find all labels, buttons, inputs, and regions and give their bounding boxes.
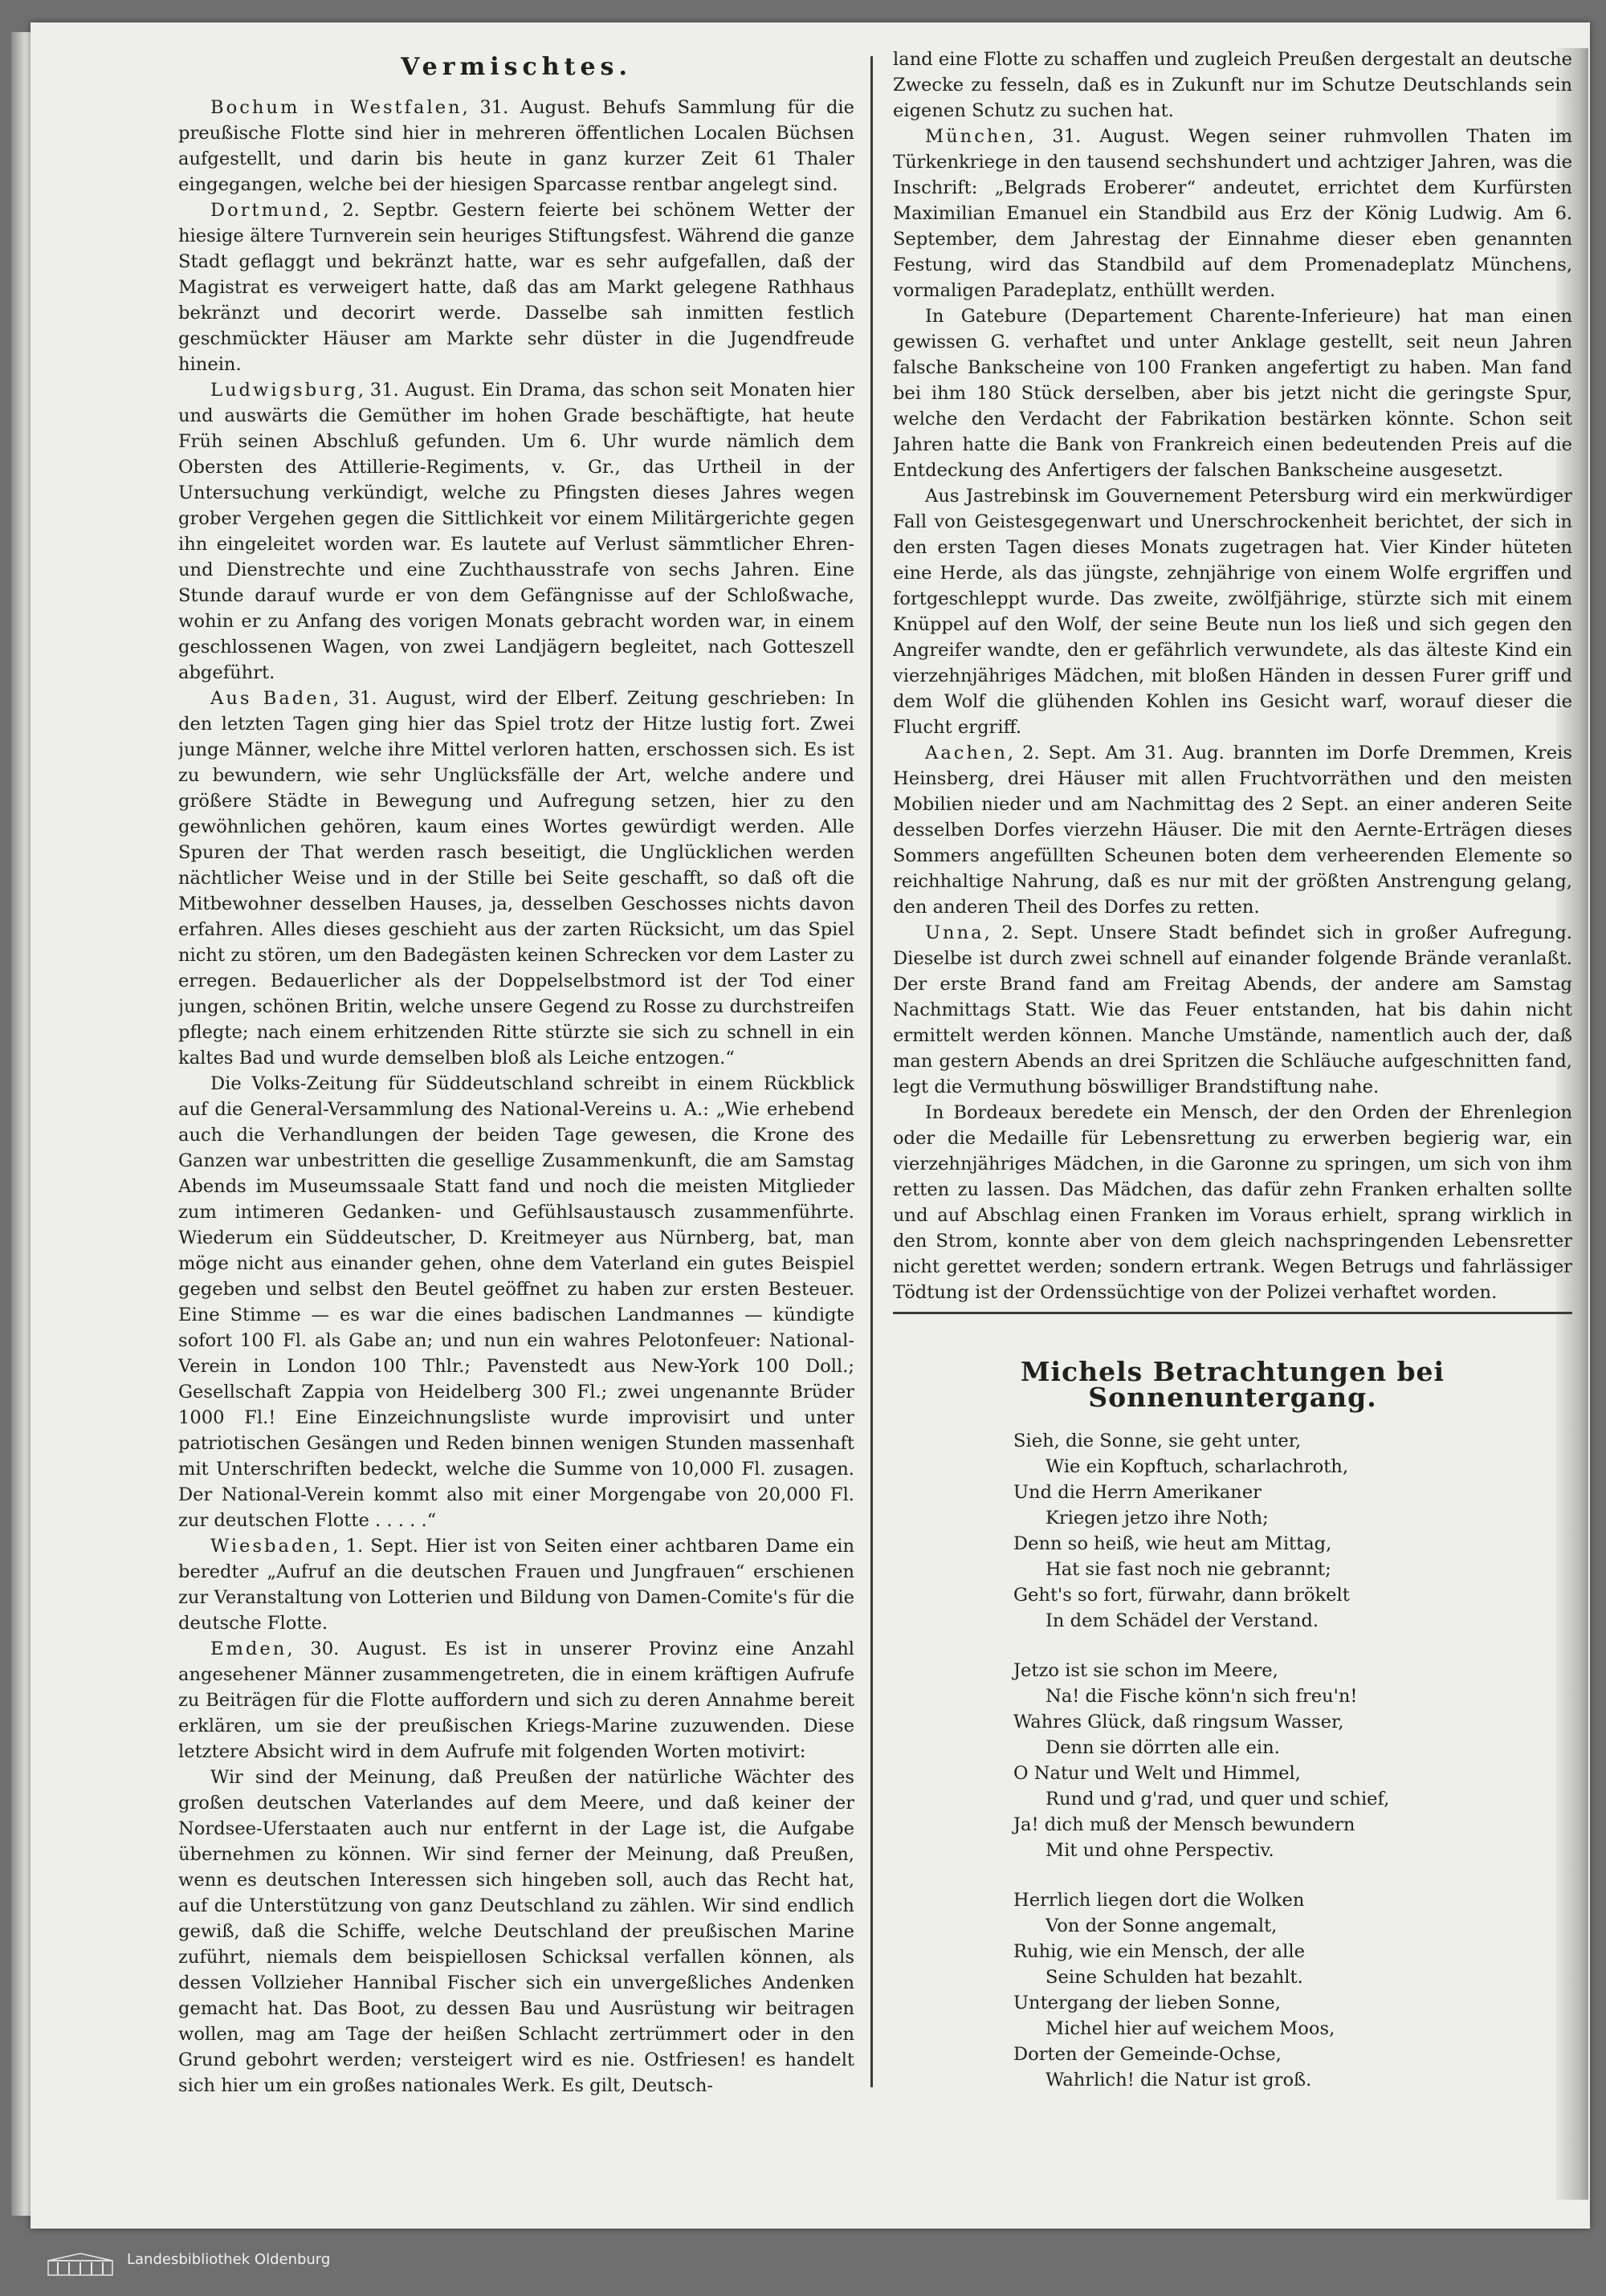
article-place: Ludwigsburg (210, 380, 358, 401)
article-text: Wir sind der Meinung, daß Preußen der natürliche Wächter des großen deutschen Vaterlandes auf dem Meere, und daß keiner der Nordsee-Uferstaaten auch nur entfernt in der Lage ist, die Aufgabe übernehmen zu können. Wir sind ferner der Meinung, daß Preußen, wenn es deutschen Interessen sich hingeben soll, auch das Recht hat, auf die Unterstützung von ganz Deutschland zu zählen. Wir sind endlich gewiß, daß die Schiffe, welche Deutschland der preußischen Marine zuführt, niemals dem beispiellosen Schicksal verfallen können, als dessen Vollzieher Hannibal Fischer sich ein unvergeßliches Andenken gemacht hat. Das Boot, zu dessen Bau und Ausrüstung wir beitragen wollen, mag am Tage der heißen Schlacht zertrümmert oder in den Grund gebohrt werden; versteigert wird es nie. Ostfriesen! es handelt sich hier um ein großes nationales Werk. Es gilt, Deutsch- (178, 1767, 854, 2096)
article-place: Aus Baden (210, 688, 334, 709)
article-place: Dortmund (210, 200, 324, 221)
poem-stanza (1013, 1887, 1572, 2093)
library-name: Landesbibliothek Oldenburg (127, 2251, 331, 2268)
poem-stanza (1013, 1428, 1572, 1634)
poem-line: Seine Schulden hat bezahlt. (1046, 1967, 1303, 1988)
article-place: Bochum in Westfalen (210, 97, 463, 118)
article-paragraph (178, 197, 854, 377)
article-place: Aachen (925, 743, 1008, 763)
article-place: Unna (925, 922, 984, 943)
poem-line: Denn so heiß, wie heut am Mittag, (1013, 1533, 1332, 1554)
article-paragraph (178, 1533, 854, 1636)
article-place: München (925, 126, 1029, 147)
poem-line: Michel hier auf weichem Moos, (1046, 2018, 1335, 2039)
article-paragraph (893, 303, 1572, 483)
poem-stanza (1013, 1658, 1572, 1863)
article-divider (893, 1312, 1572, 1314)
poem-line: Rund und g'rad, und quer und schief, (1046, 1789, 1390, 1810)
left-column (178, 47, 854, 2102)
article-text: In Bordeaux beredete ein Mensch, der den Orden der Ehrenlegion oder die Medaille für Lebensrettung zu erwerben begierig war, ein vierzehnjähriges Mädchen, in die Garonne zu springen, um sich von ihm retten zu lassen. Das Mädchen, das dafür zehn Franken erhalten sollte und auf Abschlag einen Franken im Voraus erhielt, sprang wirklich in den Strom, konnte aber von dem gleich nachspringenden Lebensretter nicht gerettet werden; sondern ertrank. Wegen Betrugs und fahrlässiger Tödtung ist der Ordenssüchtige von der Polizei verhaftet worden. (893, 1102, 1572, 1303)
article-text: , 30. August. Es ist in unserer Provinz eine Anzahl angesehener Männer zusammengetreten, die in einem kräftigen Aufrufe zu Beiträgen für die Flotte auffordern und sich zu deren Annahme bereit erklären, um sie der preußischen Kriegs-Marine zuzuwenden. Diese letztere Absicht wird in dem Aufrufe mit folgenden Worten motivirt: (178, 1639, 854, 1762)
article-paragraph (893, 124, 1572, 303)
poem-line: Ruhig, wie ein Mensch, der alle (1013, 1941, 1305, 1962)
article-text: land eine Flotte zu schaffen und zugleich Preußen dergestalt an deutsche Zwecke zu fesseln, daß es in Zukunft nur im Schutze Deutschlands sein eigenen Schutz zu suchen hat. (893, 49, 1572, 121)
article-paragraph (893, 740, 1572, 920)
poem-line: Geht's so fort, fürwahr, dann brökelt (1013, 1585, 1350, 1606)
article-text: Aus Jastrebinsk im Gouvernement Petersburg wird ein merkwürdiger Fall von Geistesgegenwart und Unerschrockenheit berichtet, der sich in den ersten Tagen dieses Monats zugetragen hat. Vier Kinder hüteten eine Herde, als das jüngste, zehnjährige von einem Wolfe ergriffen und fortgeschleppt wurde. Das zweite, zwölfjährige, stürzte sich mit einem Knüppel auf den Wolf, der seine Beute nun los ließ und sich gegen den Angreifer wandte, den er gefährlich verwundete, als das älteste Kind ein vierzehnjähriges Mädchen, mit bloßen Händen in dessen Furer griff und dem Wolf die glühenden Kohlen ins Gesicht warf, worauf dieser die Flucht ergriff. (893, 486, 1572, 738)
poem-line: Wie ein Kopftuch, scharlachroth, (1046, 1456, 1349, 1477)
poem-line: Von der Sonne angemalt, (1046, 1915, 1278, 1936)
section-title: Vermischtes. (401, 53, 632, 81)
poem-line: Sieh, die Sonne, sie geht unter, (1013, 1431, 1302, 1451)
article-place: Wiesbaden (210, 1536, 333, 1557)
poem-line: Dorten der Gemeinde-Ochse, (1013, 2044, 1282, 2065)
article-paragraph (893, 483, 1572, 740)
article-paragraph (178, 1636, 854, 1765)
poem-line: Jetzo ist sie schon im Meere, (1013, 1660, 1278, 1681)
right-articles (893, 47, 1572, 1305)
poem-line: Ja! dich muß der Mensch bewundern (1013, 1814, 1355, 1835)
right-column (893, 47, 1572, 2102)
poem-line: Kriegen jetzo ihre Noth; (1046, 1508, 1269, 1529)
article-text: , 31. August. Wegen seiner ruhmvollen Thaten im Türkenkriege in den tausend sechshundert und achtziger Jahren, was die Inschrift: „Belgrads Eroberer“ andeutet, errichtet dem Kurfürsten Maximilian Emanuel ein Standbild aus Erz der König Ludwig. Am 6. September, dem Jahrestag der Einnahme dieser eben genannten Festung, wird das Standbild auf dem Promenadeplatz Münchens, vormaligen Paradeplatz, enthüllt werden. (893, 126, 1572, 301)
article-paragraph (893, 47, 1572, 124)
article-paragraph (178, 686, 854, 1071)
article-text: In Gatebure (Departement Charente-Inferieure) hat man einen gewissen G. verhaftet und unter Anklage gestellt, seit neun Jahren falsche Bankscheine von 100 Franken angefertigt zu haben. Man fand bei ihm 180 Stück derselben, aber bis jetzt nicht die geringste Spur, welche den Verdacht der Fabrikation bestärken könnte. Schon seit Jahren hatte die Bank von Frankreich einen bedeutenden Preis auf die Entdeckung des Anfertigers der falschen Bankscheine ausgesetzt. (893, 306, 1572, 481)
article-text: Die Volks-Zeitung für Süddeutschland schreibt in einem Rückblick auf die General-Versammlung des National-Vereins u. A.: „Wie erhebend auch die Verhandlungen der beiden Tage gewesen, die Krone des Ganzen war unbestritten die gesellige Zusammenkunft, die am Samstag Abends im Museumssaale Statt fand und noch die meisten Mitglieder zum intimeren Gedanken- und Gefühlsaustausch zusammenführte. Wiederum ein Süddeutscher, D. Kreitmeyer aus Nürnberg, bat, man möge nicht aus einander gehen, ohne dem Vaterland ein gutes Beispiel gegeben und selbst den Beutel geöffnet zu haben zur ersten Besteuer. Eine Stimme — es war die eines badischen Landmannes — kündigte sofort 100 Fl. als Gabe an; und nun ein wahres Pelotonfeuer: National-Verein in London 100 Thlr.; Pavenstedt aus New-York 100 Doll.; Gesellschaft Zappia von Heidelberg 300 Fl.; zwei ungenannte Brüder 1000 Fl.! Eine Einzeichnungsliste wurde improvisirt und unter patriotischen Gesängen und Reden binnen wenigen Stunden massenhaft mit Unterschriften bedeckt, welche die Summe von 10,000 Fl. zusagen. Der National-Verein kommt also mit einer Morgengabe von 20,000 Fl. zur deutschen Flotte . . . . .“ (178, 1073, 854, 1531)
column-rule (870, 56, 873, 2087)
article-paragraph (178, 1765, 854, 2099)
article-paragraph (893, 920, 1572, 1100)
article-paragraph (893, 1100, 1572, 1305)
poem-line: Wahrlich! die Natur ist groß. (1046, 2070, 1312, 2090)
article-text: , 31. August. Ein Drama, das schon seit Monaten hier und auswärts die Gemüther im hohen Grade beschäftigte, hat heute Früh seinen Abschluß gefunden. Um 6. Uhr wurde nämlich dem Obersten des Attillerie-Regiments, v. Gr., das Urtheil in der Untersuchung verkündigt, welche zu Pfingsten dieses Jahres wegen grober Vergehen gegen die Sittlichkeit vor einem Militärgerichte gegen ihn eingeleitet worden war. Es lautete auf Verlust sämmtlicher Ehren- und Dienstrechte und eine Zuchthausstrafe von sechs Jahren. Eine Stunde darauf wurde er von dem Gefängnisse auf der Schloßwache, wohin er zu Anfang des vorigen Monats gebracht worden war, in einem geschlossenen Wagen, von zwei Landjägern begleitet, nach Gotteszell abgeführt. (178, 380, 854, 683)
poem-line: In dem Schädel der Verstand. (1046, 1610, 1319, 1631)
poem-line: O Natur und Welt und Himmel, (1013, 1763, 1301, 1784)
poem-line: Herrlich liegen dort die Wolken (1013, 1890, 1305, 1911)
article-place: Emden (210, 1639, 287, 1659)
article-text: , 2. Sept. Am 31. Aug. brannten im Dorfe Dremmen, Kreis Heinsberg, drei Häuser mit allen Fruchtvorräthen und den meisten Mobilien nieder und am Nachmittag des 2 Sept. an einer anderen Seite desselben Dorfes vierzehn Häuser. Die mit den Aernte-Erträgen dieses Sommers angefüllten Scheunen boten dem verheerenden Elemente so reichhaltige Nahrung, daß es nur mit der größten Anstrengung gelang, den anderen Theil des Dorfes zu retten. (893, 743, 1572, 918)
poem-line: Na! die Fische könn'n sich freu'n! (1046, 1686, 1358, 1707)
article-paragraph (178, 377, 854, 686)
poem (1013, 1428, 1572, 2093)
article-paragraph (178, 95, 854, 197)
poem-title: Michels Betrachtungen bei Sonnenuntergang. (1020, 1356, 1445, 1413)
poem-line: Untergang der lieben Sonne, (1013, 1993, 1281, 2013)
article-text: , 2. Septbr. Gestern feierte bei schönem Wetter der hiesige ältere Turnverein sein heuriges Stiftungsfest. Während die ganze Stadt geflaggt und bekränzt hatte, war es sehr aufgefallen, daß der Magistrat es verweigert hatte, daß das am Markt gelegene Rathhaus bekränzt und decorirt werde. Dasselbe sah inmitten festlich geschmückter Häuser am Markte sehr düster in die Jugendfreude hinein. (178, 200, 854, 375)
library-building-icon (47, 2253, 114, 2277)
poem-line: Hat sie fast noch nie gebrannt; (1046, 1559, 1331, 1580)
article-text: , 2. Sept. Unsere Stadt befindet sich in großer Aufregung. Dieselbe ist durch zwei schnell auf einander folgende Brände veranlaßt. Der erste Brand fand am Freitag Abends, der andere am Samstag Nachmittags Statt. Wie das Feuer entstanden, hat bis dahin nicht ermittelt werden können. Manche Umstände, namentlich auch der, daß man gestern Abends an drei Spritzen die Schläuche aufgeschnitten fand, legt die Vermuthung böswilliger Brandstiftung nahe. (893, 922, 1572, 1097)
article-text: , 1. Sept. Hier ist von Seiten einer achtbaren Dame ein beredter „Aufruf an die deutschen Frauen und Jungfrauen“ erschienen zur Veranstaltung von Lotterien und Bildung von Damen-Comite's für die deutsche Flotte. (178, 1536, 854, 1634)
poem-line: Mit und ohne Perspectiv. (1046, 1840, 1274, 1861)
footer (31, 2240, 1590, 2288)
poem-line: Und die Herrn Amerikaner (1013, 1482, 1262, 1503)
poem-line: Denn sie dörrten alle ein. (1046, 1737, 1280, 1758)
poem-line: Wahres Glück, daß ringsum Wasser, (1013, 1712, 1344, 1732)
article-text: , 31. August. Behufs Sammlung für die preußische Flotte sind hier in mehreren öffentlichen Localen Büchsen aufgestellt, und darin bis heute in ganz kurzer Zeit 61 Thaler eingegangen, welche bei der hiesigen Sparcasse rentbar angelegt sind. (178, 97, 854, 195)
left-articles (178, 95, 854, 2099)
article-paragraph (178, 1071, 854, 1533)
article-text: , 31. August, wird der Elberf. Zeitung geschrieben: In den letzten Tagen ging hier das Spiel trotz der Hitze lustig fort. Zwei junge Männer, welche ihre Mittel verloren hatten, erschossen sich. Es ist zu bewundern, wie sehr Unglücksfälle der Art, welche andere und größere Städte in Bewegung und Aufregung setzen, hier zu den gewöhnlichen gehören, kaum eines Wortes gewürdigt werden. Alle Spuren der That werden rasch beseitigt, die Unglücklichen werden nächtlicher Weise und in der Stille bei Seite geschafft, so daß oft die Mitbewohner desselben Hauses, ja, desselben Geschosses nichts davon erfahren. Alles dieses geschieht aus der zarten Rücksicht, um das Spiel nicht zu stören, um den Badegästen keinen Schrecken vor dem Laster zu erregen. Bedauerlicher als der Doppelselbstmord ist der Tod einer jungen, schönen Britin, welche unsere Gegend zu Rosse zu durchstreifen pflegte; nach einem erhitzenden Ritte stürzte sie sich zu schnell in ein kaltes Bad und wurde demselben bloß als Leiche entzogen.“ (178, 688, 854, 1069)
